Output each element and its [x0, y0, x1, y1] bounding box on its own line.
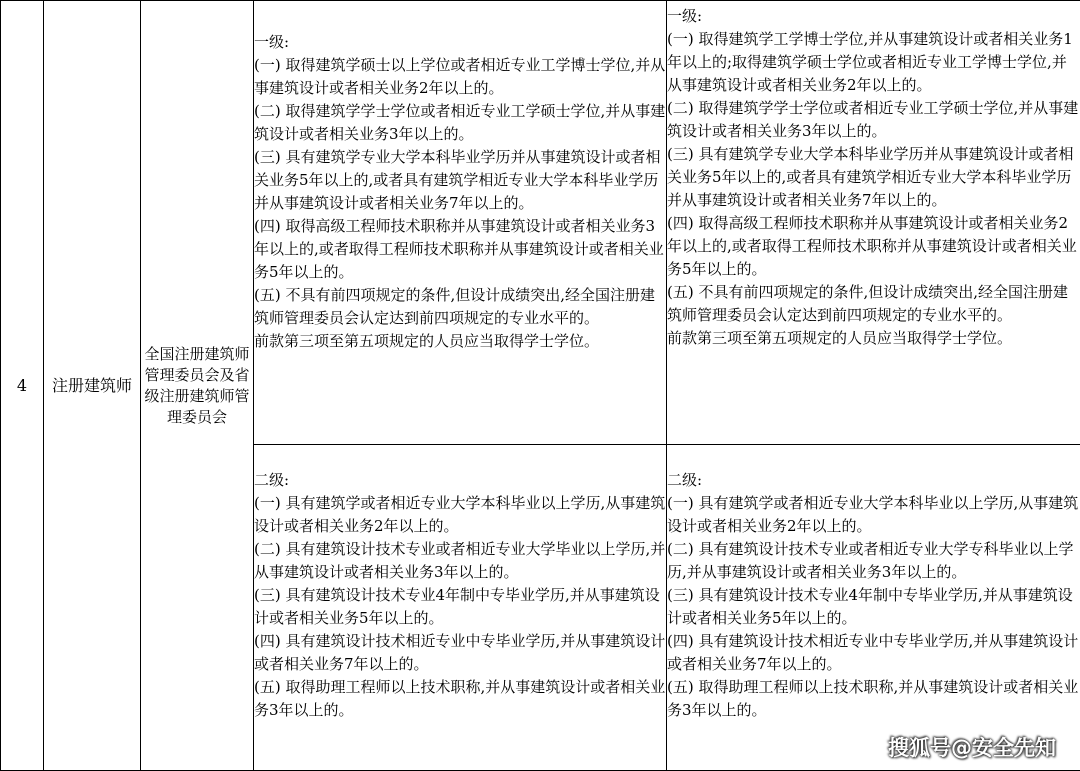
level2-old-item: (四) 具有建筑设计技术相近专业中专毕业学历,并从事建筑设计或者相关业务7年以上的。 — [254, 630, 666, 676]
row-number: 4 — [1, 1, 44, 771]
level2-new-item: (一) 具有建筑学或者相近专业大学本科毕业以上学历,从事建筑设计或者相关业务2年以上的。 — [667, 492, 1080, 538]
level1-old-item: (二) 取得建筑学学士学位或者相近专业工学硕士学位,并从事建筑设计或者相关业务3年以上的。 — [254, 100, 666, 146]
table-row-level1 — [1, 1, 1080, 445]
level1-new-requirements — [667, 1, 1080, 445]
level1-old-note: 前款第三项至第五项规定的人员应当取得学士学位。 — [254, 330, 666, 353]
level2-old-item: (五) 取得助理工程师以上技术职称,并从事建筑设计或者相关业务3年以上的。 — [254, 676, 666, 722]
level1-new-item: (四) 取得高级工程师技术职称并从事建筑设计或者相关业务2年以上的,或者取得工程师技术职称并从事建筑设计或者相关业务5年以上的。 — [667, 212, 1080, 281]
level1-old-requirements — [254, 1, 667, 445]
watermark: 搜狐号@安全先知 — [888, 732, 1056, 762]
level1-old-item: (四) 取得高级工程师技术职称并从事建筑设计或者相关业务3年以上的,或者取得工程师技术职称并从事建筑设计或者相关业务5年以上的。 — [254, 215, 666, 284]
issuing-authority: 全国注册建筑师管理委员会及省级注册建筑师管理委员会 — [141, 1, 254, 771]
level1-old-item: (五) 不具有前四项规定的条件,但设计成绩突出,经全国注册建筑师管理委员会认定达到前四项规定的专业水平的。 — [254, 284, 666, 330]
level2-new-item: (四) 具有建筑设计技术相近专业中专毕业学历,并从事建筑设计或者相关业务7年以上的。 — [667, 630, 1080, 676]
level1-new-item: (一) 取得建筑学工学博士学位,并从事建筑设计或者相关业务1年以上的;取得建筑学硕士学位或者相近专业工学博士学位,并从事建筑设计或者相关业务2年以上的。 — [667, 28, 1080, 97]
level1-new-note: 前款第三项至第五项规定的人员应当取得学士学位。 — [667, 327, 1080, 350]
level2-old-item: (一) 具有建筑学或者相近专业大学本科毕业以上学历,从事建筑设计或者相关业务2年以上的。 — [254, 492, 666, 538]
level1-old-heading: 一级: — [254, 31, 666, 54]
level1-new-item: (三) 具有建筑学专业大学本科毕业学历并从事建筑设计或者相关业务5年以上的,或者具有建筑学相近专业大学本科毕业学历并从事建筑设计或者相关业务7年以上的。 — [667, 143, 1080, 212]
level1-new-heading: 一级: — [667, 5, 1080, 28]
level2-new-item: (三) 具有建筑设计技术专业4年制中专毕业学历,并从事建筑设计或者相关业务5年以上的。 — [667, 584, 1080, 630]
level2-old-item: (二) 具有建筑设计技术专业或者相近专业大学毕业以上学历,并从事建筑设计或者相关业务3年以上的。 — [254, 538, 666, 584]
level2-new-requirements — [667, 445, 1080, 771]
level2-new-heading: 二级: — [667, 469, 1080, 492]
level2-old-requirements — [254, 445, 667, 771]
level1-old-item: (三) 具有建筑学专业大学本科毕业学历并从事建筑设计或者相关业务5年以上的,或者具有建筑学相近专业大学本科毕业学历并从事建筑设计或者相关业务7年以上的。 — [254, 146, 666, 215]
level1-new-item: (五) 不具有前四项规定的条件,但设计成绩突出,经全国注册建筑师管理委员会认定达到前四项规定的专业水平的。 — [667, 281, 1080, 327]
level2-old-heading: 二级: — [254, 469, 666, 492]
level1-old-item: (一) 取得建筑学硕士以上学位或者相近专业工学博士学位,并从事建筑设计或者相关业务2年以上的。 — [254, 54, 666, 100]
level2-old-item: (三) 具有建筑设计技术专业4年制中专毕业学历,并从事建筑设计或者相关业务5年以上的。 — [254, 584, 666, 630]
qualification-name: 注册建筑师 — [44, 1, 141, 771]
level2-new-item: (五) 取得助理工程师以上技术职称,并从事建筑设计或者相关业务3年以上的。 — [667, 676, 1080, 722]
level1-new-item: (二) 取得建筑学学士学位或者相近专业工学硕士学位,并从事建筑设计或者相关业务3年以上的。 — [667, 97, 1080, 143]
level2-new-item: (二) 具有建筑设计技术专业或者相近专业大学专科毕业以上学历,并从事建筑设计或者相关业务3年以上的。 — [667, 538, 1080, 584]
